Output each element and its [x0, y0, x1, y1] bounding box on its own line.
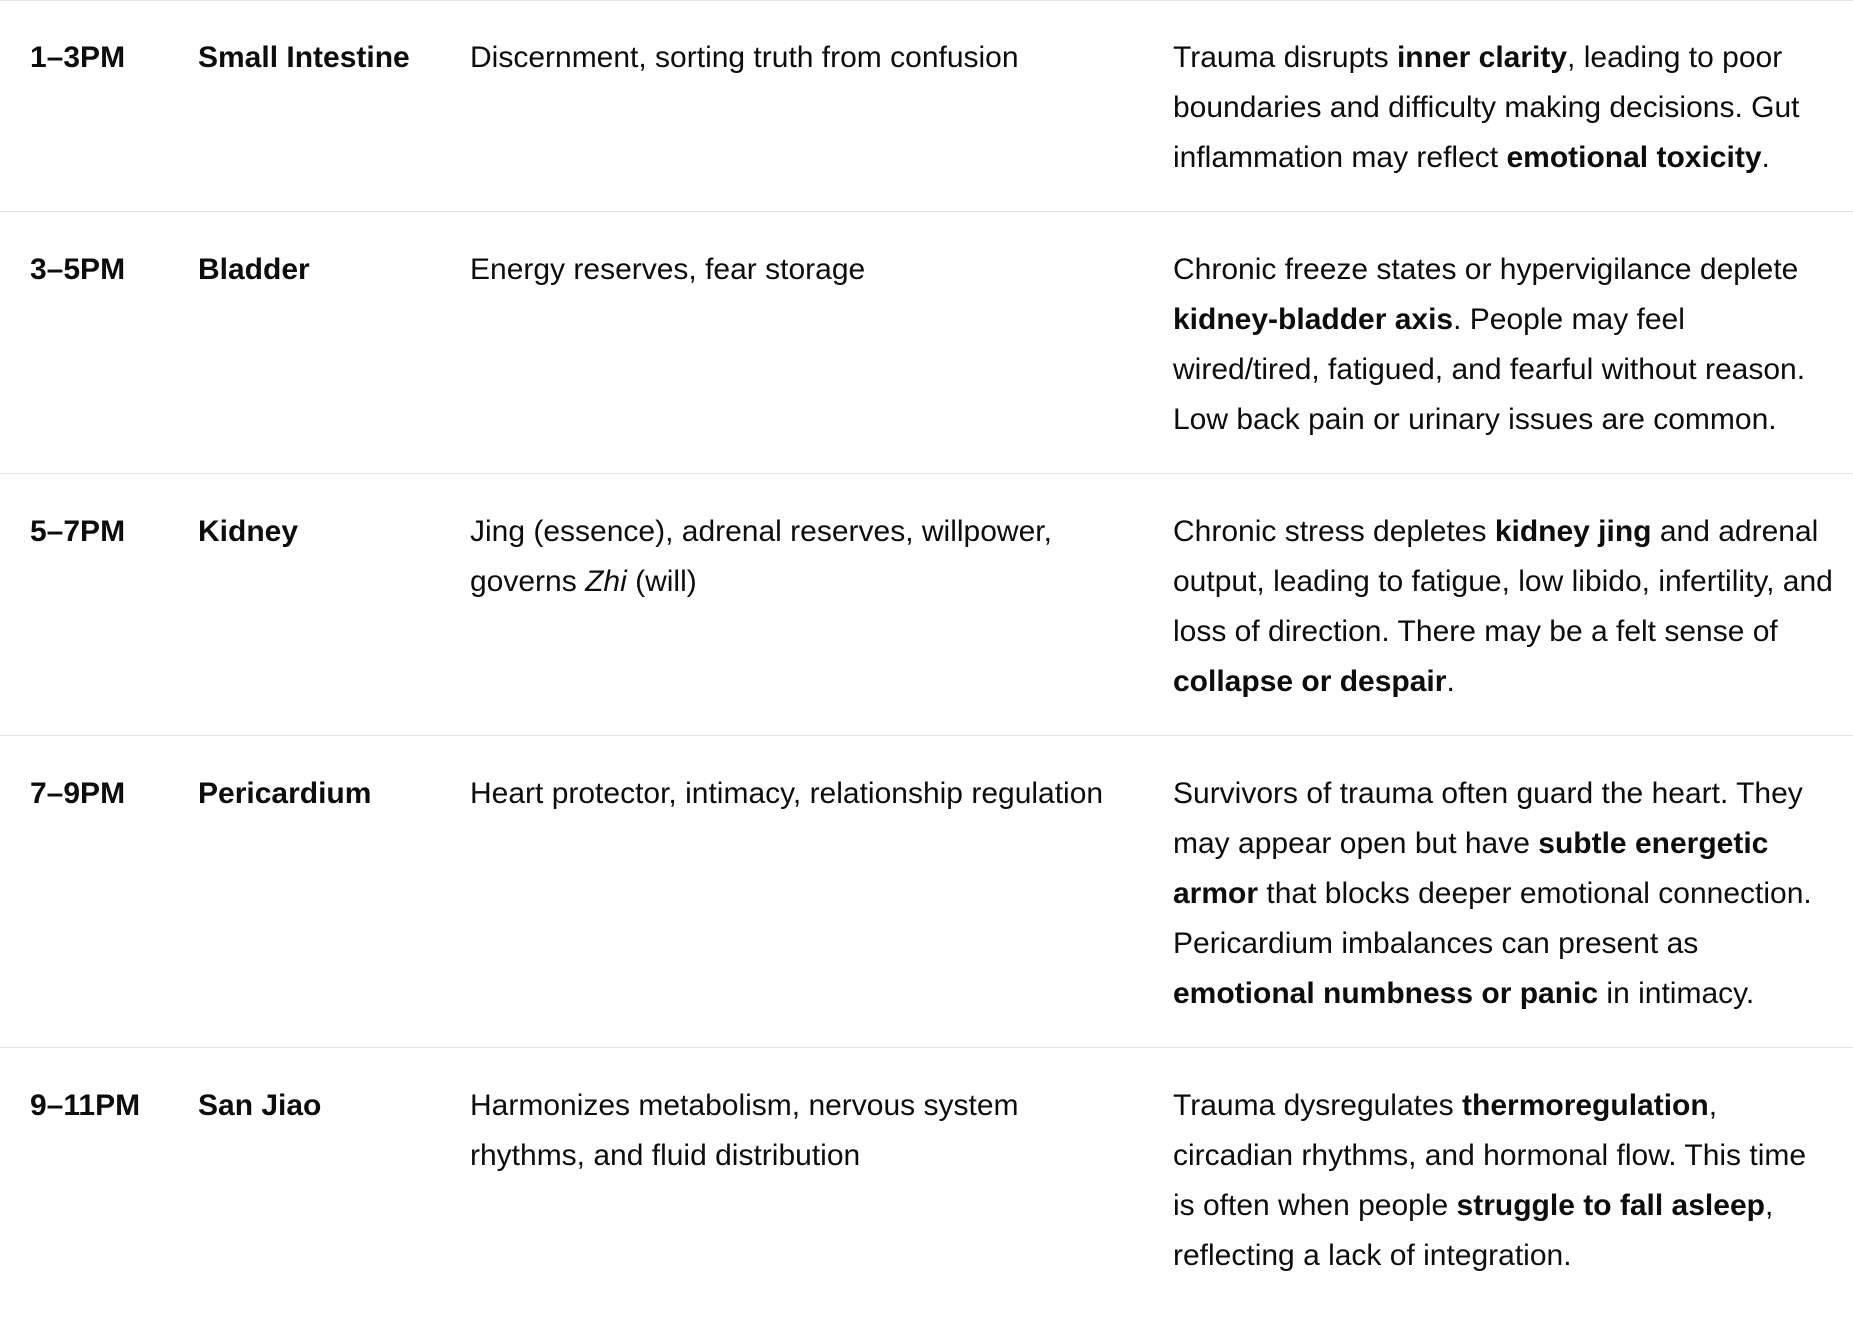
impact-text: , circadian rhythms, and hormonal flow. This time is often when people	[1173, 1089, 1807, 1222]
impact-cell	[1173, 507, 1833, 707]
impact-emphasis: emotional toxicity	[1506, 141, 1762, 174]
impact-cell	[1173, 1081, 1833, 1281]
function-text: Energy reserves, fear storage	[470, 253, 866, 286]
organ-cell: Kidney	[198, 515, 299, 548]
function-cell	[470, 245, 1110, 295]
time-cell: 7–9PM	[30, 777, 126, 810]
impact-emphasis: thermoregulation	[1462, 1089, 1709, 1122]
function-italic-term: Zhi	[585, 565, 627, 598]
table-row	[0, 1048, 1853, 1309]
table-row	[0, 212, 1853, 474]
impact-emphasis: collapse or despair	[1173, 665, 1447, 698]
impact-text: Survivors of trauma often guard the heart. They may appear open but have	[1173, 777, 1803, 860]
impact-text: in intimacy.	[1598, 977, 1755, 1010]
table-row	[0, 736, 1853, 1048]
impact-emphasis: kidney-bladder axis	[1173, 303, 1454, 336]
impact-emphasis: emotional numbness or panic	[1173, 977, 1599, 1010]
function-text: Jing (essence), adrenal reserves, willpower, governs	[470, 515, 1052, 598]
impact-text: Trauma dysregulates	[1173, 1089, 1463, 1122]
table-row	[0, 0, 1853, 212]
impact-cell	[1173, 245, 1833, 445]
impact-text: .	[1446, 665, 1455, 698]
function-cell	[470, 507, 1110, 607]
function-cell	[470, 33, 1110, 83]
organ-cell: Small Intestine	[198, 41, 410, 74]
function-text: Heart protector, intimacy, relationship regulation	[470, 777, 1104, 810]
impact-text: that blocks deeper emotional connection. Pericardium imbalances can present as	[1173, 877, 1812, 960]
impact-text: , reflecting a lack of integration.	[1173, 1189, 1774, 1272]
impact-text: , leading to poor boundaries and difficulty making decisions. Gut inflammation may reflect	[1173, 41, 1800, 174]
function-cell	[470, 1081, 1110, 1181]
time-cell: 9–11PM	[30, 1089, 141, 1122]
organ-cell: Bladder	[198, 253, 310, 286]
time-cell: 1–3PM	[30, 41, 126, 74]
impact-cell	[1173, 769, 1833, 1019]
function-cell	[470, 769, 1110, 819]
organ-cell: San Jiao	[198, 1089, 322, 1122]
impact-text: and adrenal output, leading to fatigue, low libido, infertility, and loss of direction. There may be a felt sense of	[1173, 515, 1833, 648]
impact-emphasis: kidney jing	[1494, 515, 1652, 548]
impact-text: .	[1761, 141, 1770, 174]
time-cell: 5–7PM	[30, 515, 126, 548]
impact-emphasis: inner clarity	[1396, 41, 1568, 74]
function-text: Harmonizes metabolism, nervous system rhythms, and fluid distribution	[470, 1089, 1019, 1172]
impact-text: . People may feel wired/tired, fatigued, and fearful without reason. Low back pain or urinary issues are common.	[1173, 303, 1806, 436]
impact-text: Trauma disrupts	[1173, 41, 1397, 74]
impact-cell	[1173, 33, 1833, 183]
organ-cell: Pericardium	[198, 777, 372, 810]
function-text: Discernment, sorting truth from confusion	[470, 41, 1019, 74]
time-cell: 3–5PM	[30, 253, 126, 286]
impact-text: Chronic freeze states or hypervigilance deplete	[1173, 253, 1799, 286]
impact-text: Chronic stress depletes	[1173, 515, 1495, 548]
table-row	[0, 474, 1853, 736]
function-text: (will)	[626, 565, 697, 598]
impact-emphasis: subtle energetic armor	[1173, 827, 1769, 910]
impact-emphasis: struggle to fall asleep	[1456, 1189, 1765, 1222]
